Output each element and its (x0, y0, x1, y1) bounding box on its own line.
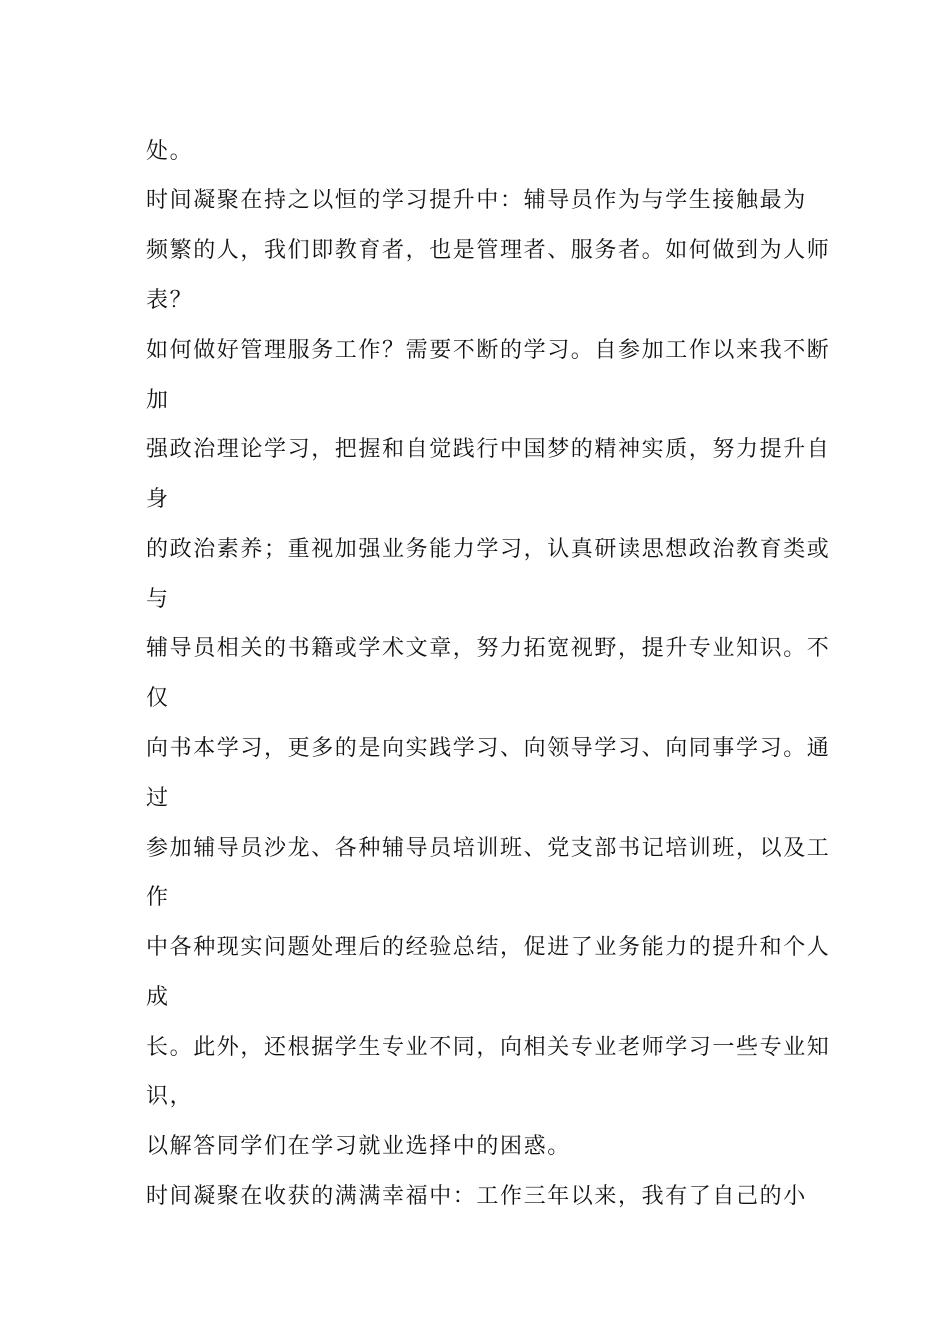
text-line: 过 (146, 786, 170, 811)
text-line: 中各种现实问题处理后的经验总结，促进了业务能力的提升和个人 (146, 935, 831, 960)
text-line: 身 (146, 487, 170, 512)
text-line: 强政治理论学习，把握和自觉践行中国梦的精神实质，努力提升自 (146, 437, 831, 462)
text-line: 时间凝聚在收获的满满幸福中：工作三年以来，我有了自己的小 (146, 1184, 807, 1209)
text-line: 识， (146, 1084, 194, 1109)
text-line: 以解答同学们在学习就业选择中的困惑。 (146, 1134, 571, 1159)
text-line: 表？ (146, 288, 194, 313)
text-line: 仅 (146, 686, 170, 711)
text-line: 成 (146, 985, 170, 1010)
text-line: 加 (146, 388, 170, 413)
text-line: 的政治素养；重视加强业务能力学习，认真研读思想政治教育类或 (146, 537, 831, 562)
text-line: 向书本学习，更多的是向实践学习、向领导学习、向同事学习。通 (146, 736, 831, 761)
text-line: 参加辅导员沙龙、各种辅导员培训班、党支部书记培训班，以及工 (146, 836, 831, 861)
text-line: 辅导员相关的书籍或学术文章，努力拓宽视野，提升专业知识。不 (146, 636, 831, 661)
text-line: 如何做好管理服务工作？需要不断的学习。自参加工作以来我不断 (146, 338, 831, 363)
text-line: 频繁的人，我们即教育者，也是管理者、服务者。如何做到为人师 (146, 238, 831, 263)
text-line: 时间凝聚在持之以恒的学习提升中：辅导员作为与学生接触最为 (146, 188, 807, 213)
text-line: 作 (146, 885, 170, 910)
text-line: 长。此外，还根据学生专业不同，向相关专业老师学习一些专业知 (146, 1035, 831, 1060)
text-line: 处。 (146, 139, 194, 164)
text-line: 与 (146, 587, 170, 612)
